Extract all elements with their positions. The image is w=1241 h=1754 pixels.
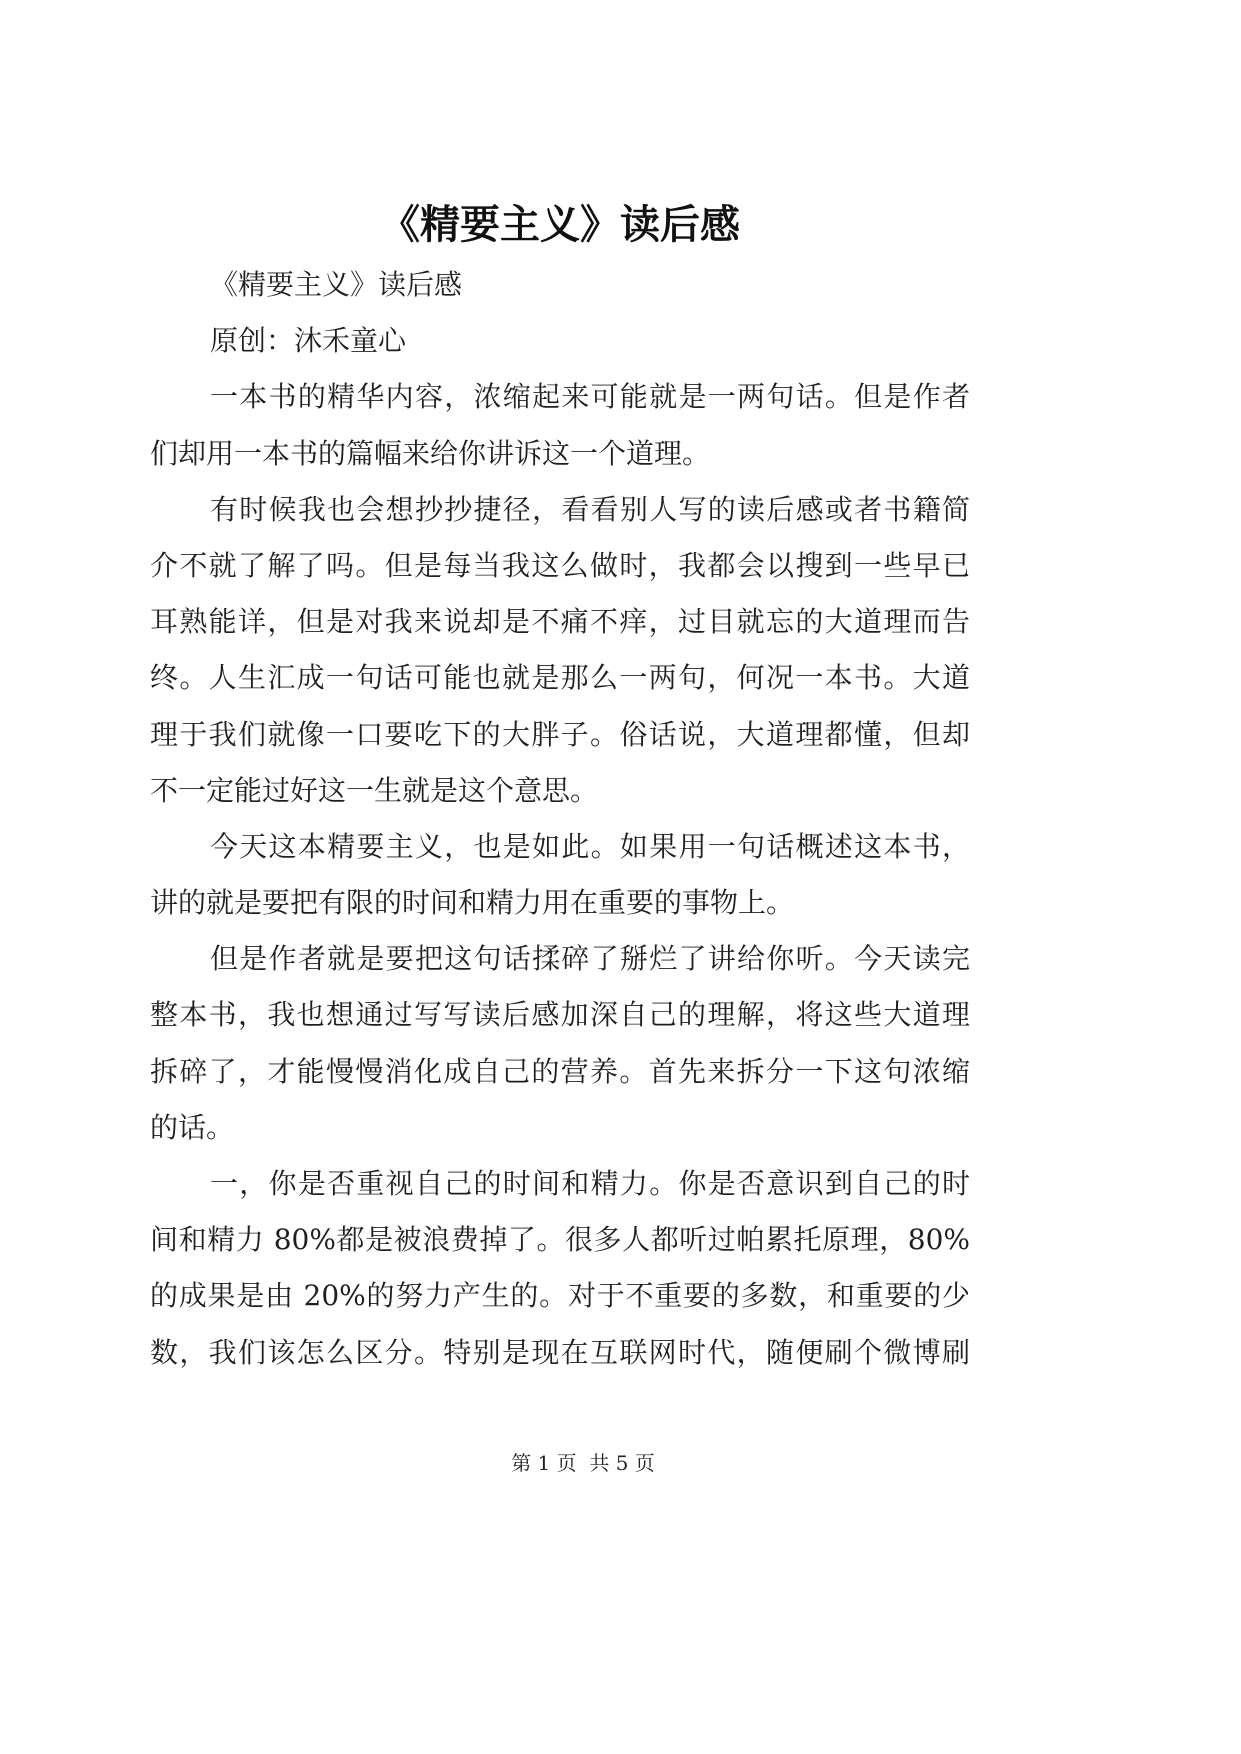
text-line: 有时候我也会想抄抄捷径，看看别人写的读后感或者书籍简	[210, 492, 970, 526]
text-line: 拆碎了，才能慢慢消化成自己的营养。首先来拆分一下这句浓缩	[150, 1054, 970, 1088]
paragraph	[150, 819, 970, 931]
text-line: 间和精力 80%都是被浪费掉了。很多人都听过帕累托原理，80%	[150, 1223, 970, 1257]
text-line: 一，你是否重视自己的时间和精力。你是否意识到自己的时	[210, 1167, 970, 1200]
page-number-footer: 第 1 页 共 5 页	[511, 1451, 655, 1475]
text-line: 一本书的精华内容，浓缩起来可能就是一两句话。但是作者	[210, 380, 970, 414]
document-title: 《精要主义》读后感	[380, 201, 740, 248]
document-body	[150, 257, 970, 1381]
paragraph	[150, 1156, 970, 1381]
paragraph-author	[150, 313, 970, 369]
text-line: 讲的就是要把有限的时间和精力用在重要的事物上。	[150, 886, 795, 920]
text-line: 《精要主义》读后感	[210, 268, 463, 301]
text-line: 终。人生汇成一句话可能也就是那么一两句，何况一本书。大道	[150, 661, 970, 695]
text-line: 的成果是由 20%的努力产生的。对于不重要的多数，和重要的少	[150, 1279, 970, 1313]
text-line: 不一定能过好这一生就是这个意思。	[150, 773, 599, 807]
paragraph	[150, 931, 970, 1156]
text-line: 今天这本精要主义，也是如此。如果用一句话概述这本书，	[210, 829, 970, 863]
text-line: 数，我们该怎么区分。特别是现在互联网时代，随便刷个微博刷	[150, 1335, 970, 1369]
text-line: 理于我们就像一口要吃下的大胖子。俗话说，大道理都懂，但却	[150, 717, 970, 751]
paragraph	[150, 482, 970, 819]
paragraph-title-repeat	[150, 257, 970, 313]
text-line: 们却用一本书的篇幅来给你讲诉这一个道理。	[150, 436, 711, 470]
text-line: 介不就了解了吗。但是每当我这么做时，我都会以搜到一些早已	[150, 548, 970, 582]
text-line: 整本书，我也想通过写写读后感加深自己的理解，将这些大道理	[150, 998, 970, 1032]
paragraph	[150, 369, 970, 481]
text-line: 但是作者就是要把这句话揉碎了掰烂了讲给你听。今天读完	[210, 942, 970, 976]
text-line: 原创：沐禾童心	[210, 324, 407, 358]
text-line: 的话。	[150, 1110, 235, 1144]
text-line: 耳熟能详，但是对我来说却是不痛不痒，过目就忘的大道理而告	[150, 605, 970, 639]
